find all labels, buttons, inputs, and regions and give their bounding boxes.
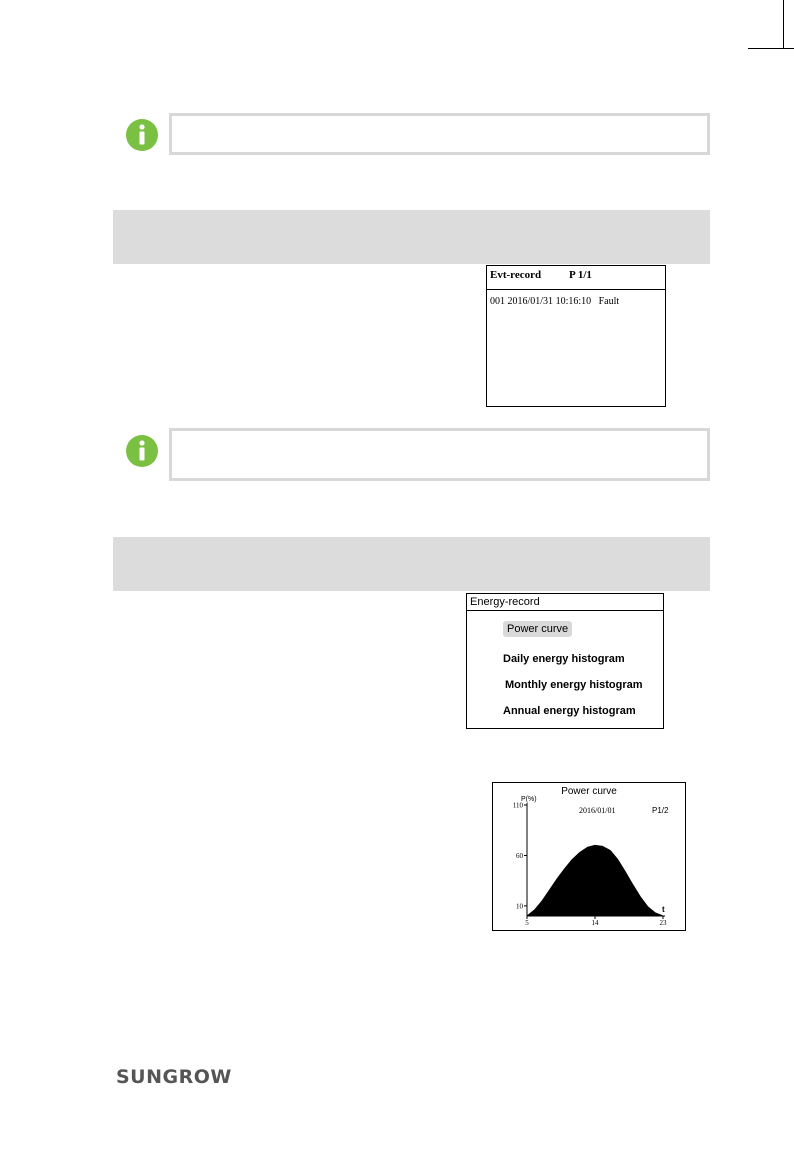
event-row[interactable] [490, 296, 619, 307]
power-curve-page: P1/2 [652, 806, 669, 815]
menu-item-daily-energy-histogram[interactable]: Daily energy histogram [503, 653, 625, 665]
evt-record-page: P 1/1 [569, 269, 592, 281]
crop-mark-horizontal [748, 48, 794, 49]
screen-divider [467, 610, 663, 611]
info-icon [126, 435, 158, 467]
evt-record-screen [486, 265, 666, 407]
info-icon [126, 119, 158, 151]
evt-record-title: Evt-record [490, 269, 542, 281]
y-tick-label: 60 [516, 851, 523, 860]
x-tick-label: 23 [659, 919, 667, 927]
sungrow-logo: SUNGROW [116, 1066, 232, 1088]
section-header-band [113, 210, 710, 264]
menu-item-monthly-energy-histogram[interactable]: Monthly energy histogram [505, 679, 643, 691]
event-type: Fault [598, 296, 620, 307]
y-tick-label: 110 [512, 801, 523, 810]
event-date: 2016/01/31 [507, 296, 554, 307]
x-axis-label: t [662, 905, 665, 914]
power-curve-screen [492, 782, 686, 931]
menu-item-annual-energy-histogram[interactable]: Annual energy histogram [503, 705, 636, 717]
y-axis-label: P(%) [521, 796, 537, 803]
info-note-box [169, 113, 710, 155]
menu-item-power-curve[interactable]: Power curve [503, 623, 572, 635]
power-curve-date: 2016/01/01 [579, 806, 616, 815]
info-note-box [169, 428, 710, 481]
energy-record-screen [466, 593, 664, 729]
crop-mark-vertical [783, 0, 784, 48]
x-tick-label: 14 [591, 919, 599, 927]
screen-divider [487, 289, 665, 290]
power-curve-chart [493, 783, 685, 930]
event-time: 10:16:10 [555, 296, 592, 307]
event-index: 001 [490, 296, 505, 307]
power-curve-area [527, 845, 663, 916]
y-tick-label: 10 [516, 902, 523, 911]
section-header-band [113, 537, 710, 591]
energy-record-title: Energy-record [470, 596, 540, 608]
x-tick-label: 5 [525, 919, 529, 927]
power-curve-title: Power curve [561, 786, 617, 797]
